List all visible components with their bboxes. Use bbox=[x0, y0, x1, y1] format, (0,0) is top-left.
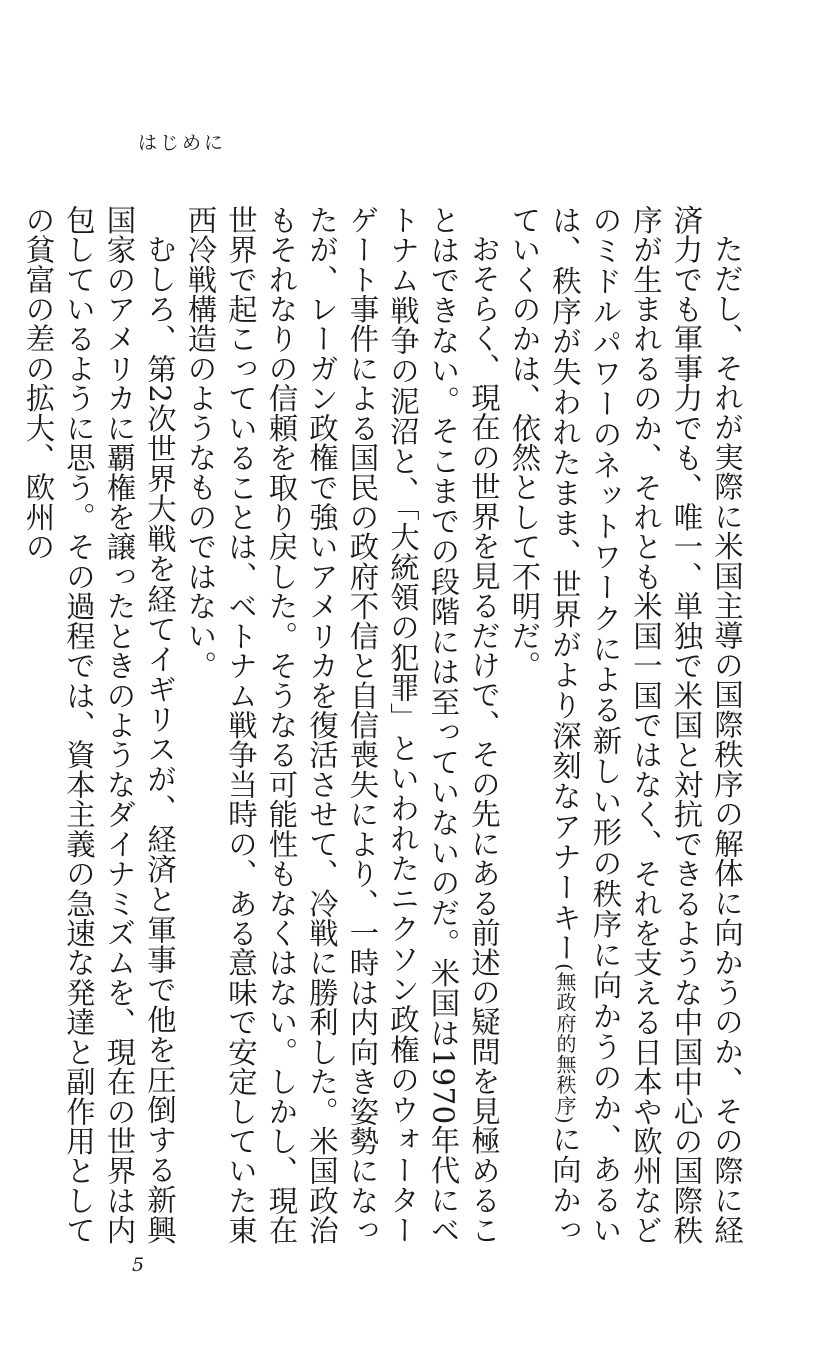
paragraph-3-text: むしろ、第2次世界大戦を経てイギリスが、経済と軍事で他を圧倒する新興国家のアメリカに覇権を譲ったときのようなダイナミズムを、現在の世界は内包しているように思う。その過程では、資本主義の急速な発達と副作用としての貧富の差の拡大、欧州の bbox=[21, 205, 177, 1245]
paragraph-3 bbox=[18, 205, 180, 1245]
running-head: はじめに bbox=[138, 132, 227, 154]
page-number: 5 bbox=[132, 1254, 145, 1276]
paragraph-1-tail: に向かっていくのかは、依然として不明だ。 bbox=[507, 205, 582, 1245]
paragraph-1 bbox=[504, 205, 747, 1245]
paragraph-2-text: おそらく、現在の世界を見るだけで、その先にある前述の疑問を見極めることはできない。そこまでの段階には至っていないのだ。米国は1970年代にベトナム戦争の泥沼と、「大統領の犯罪」といわれたニクソン政権のウォーターゲート事件による国民の政府不信と自信喪失により、一時は内向き姿勢になったが、レーガン政権で強いアメリカを復活させて、冷戦に勝利した。米国政治もそれなりの信頼を取り戻した。そうなる可能性もなくはない。しかし、現在世界で起こっていることは、ベトナム戦争当時の、ある意味で安定していた東西冷戦構造のようなものではない。 bbox=[183, 205, 501, 1245]
body-text bbox=[21, 205, 747, 1245]
paragraph-2 bbox=[180, 205, 504, 1245]
paragraph-1-text: ただし、それが実際に米国主導の国際秩序の解体に向かうのか、その際に経済力でも軍事力でも、唯一、単独で米国と対抗できるような中国中心の国際秩序が生まれるのか、それとも米国一国ではなく、それを支える日本や欧州などのミドルパワーのネットワークによる新しい形の秩序に向かうのか、あるいは、秩序が失われたまま、世界がより深刻なアナーキー bbox=[548, 205, 744, 1245]
inline-note: (無政府的無秩序) bbox=[553, 963, 577, 1124]
